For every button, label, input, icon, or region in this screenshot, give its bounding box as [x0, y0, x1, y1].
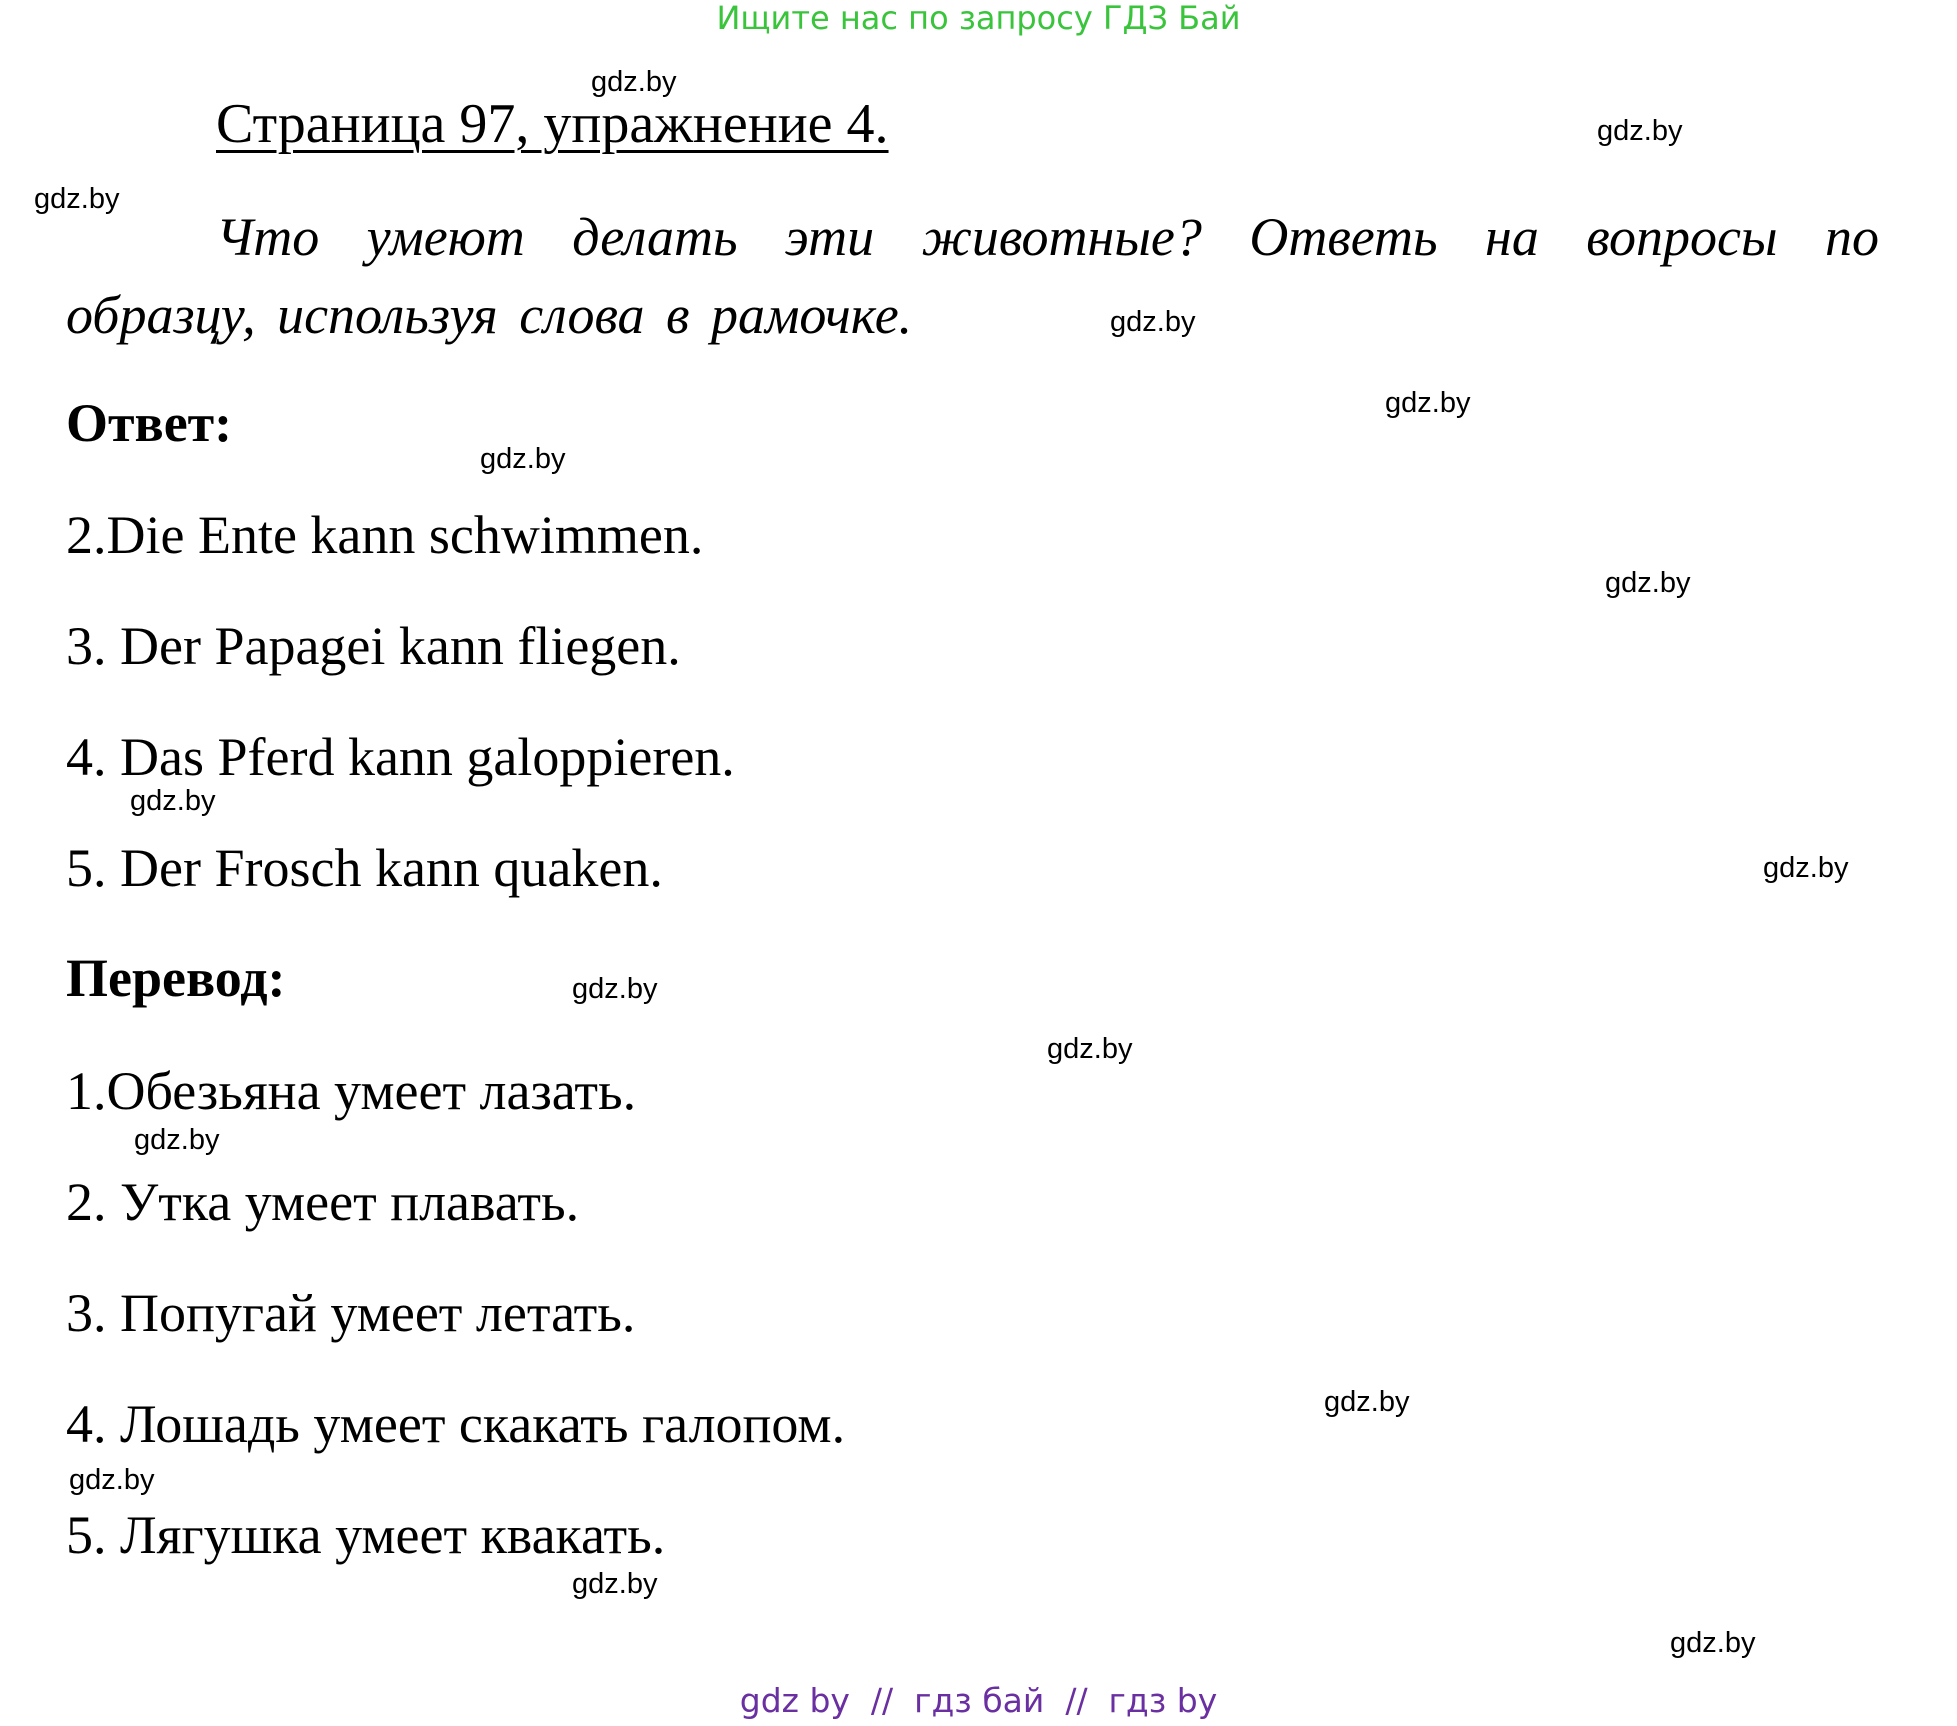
answer-line: 3. Der Papagei kann fliegen.: [66, 616, 681, 676]
top-banner: Ищите нас по запросу ГДЗ Бай: [716, 0, 1241, 37]
translation-line: 3. Попугай умеет летать.: [66, 1283, 636, 1343]
watermark: gdz.by: [1597, 115, 1683, 147]
watermark: gdz.by: [572, 973, 658, 1005]
watermark: gdz.by: [130, 785, 216, 817]
watermark: gdz.by: [1110, 306, 1196, 338]
watermark: gdz.by: [1605, 567, 1691, 599]
footer-links: gdz by // гдз бай // гдз by: [739, 1681, 1218, 1720]
translation-line: 5. Лягушка умеет квакать.: [66, 1505, 666, 1565]
watermark: gdz.by: [1047, 1033, 1133, 1065]
answer-line: 4. Das Pferd kann galoppieren.: [66, 727, 735, 787]
watermark: gdz.by: [69, 1464, 155, 1496]
answer-line: 2.Die Ente kann schwimmen.: [66, 505, 704, 565]
translation-line: 2. Утка умеет плавать.: [66, 1172, 580, 1232]
watermark: gdz.by: [1763, 852, 1849, 884]
watermark: gdz.by: [480, 443, 566, 475]
watermark: gdz.by: [34, 183, 120, 215]
page-title: Страница 97, упражнение 4.: [216, 93, 889, 155]
watermark: gdz.by: [134, 1124, 220, 1156]
watermark: gdz.by: [572, 1568, 658, 1600]
watermark: gdz.by: [591, 66, 677, 98]
watermark: gdz.by: [1670, 1627, 1756, 1659]
task-text: Что умеют делать эти животные? Ответь на вопросы по образцу, используя слова в рамочке.: [66, 207, 1879, 345]
answer-line: 5. Der Frosch kann quaken.: [66, 838, 663, 898]
answer-heading: Ответ:: [66, 393, 233, 453]
watermark: gdz.by: [1385, 387, 1471, 419]
translation-heading: Перевод:: [66, 948, 286, 1008]
translation-line: 1.Обезьяна умеет лазать.: [66, 1061, 637, 1121]
translation-line: 4. Лошадь умеет скакать галопом.: [66, 1394, 846, 1454]
watermark: gdz.by: [1324, 1386, 1410, 1418]
